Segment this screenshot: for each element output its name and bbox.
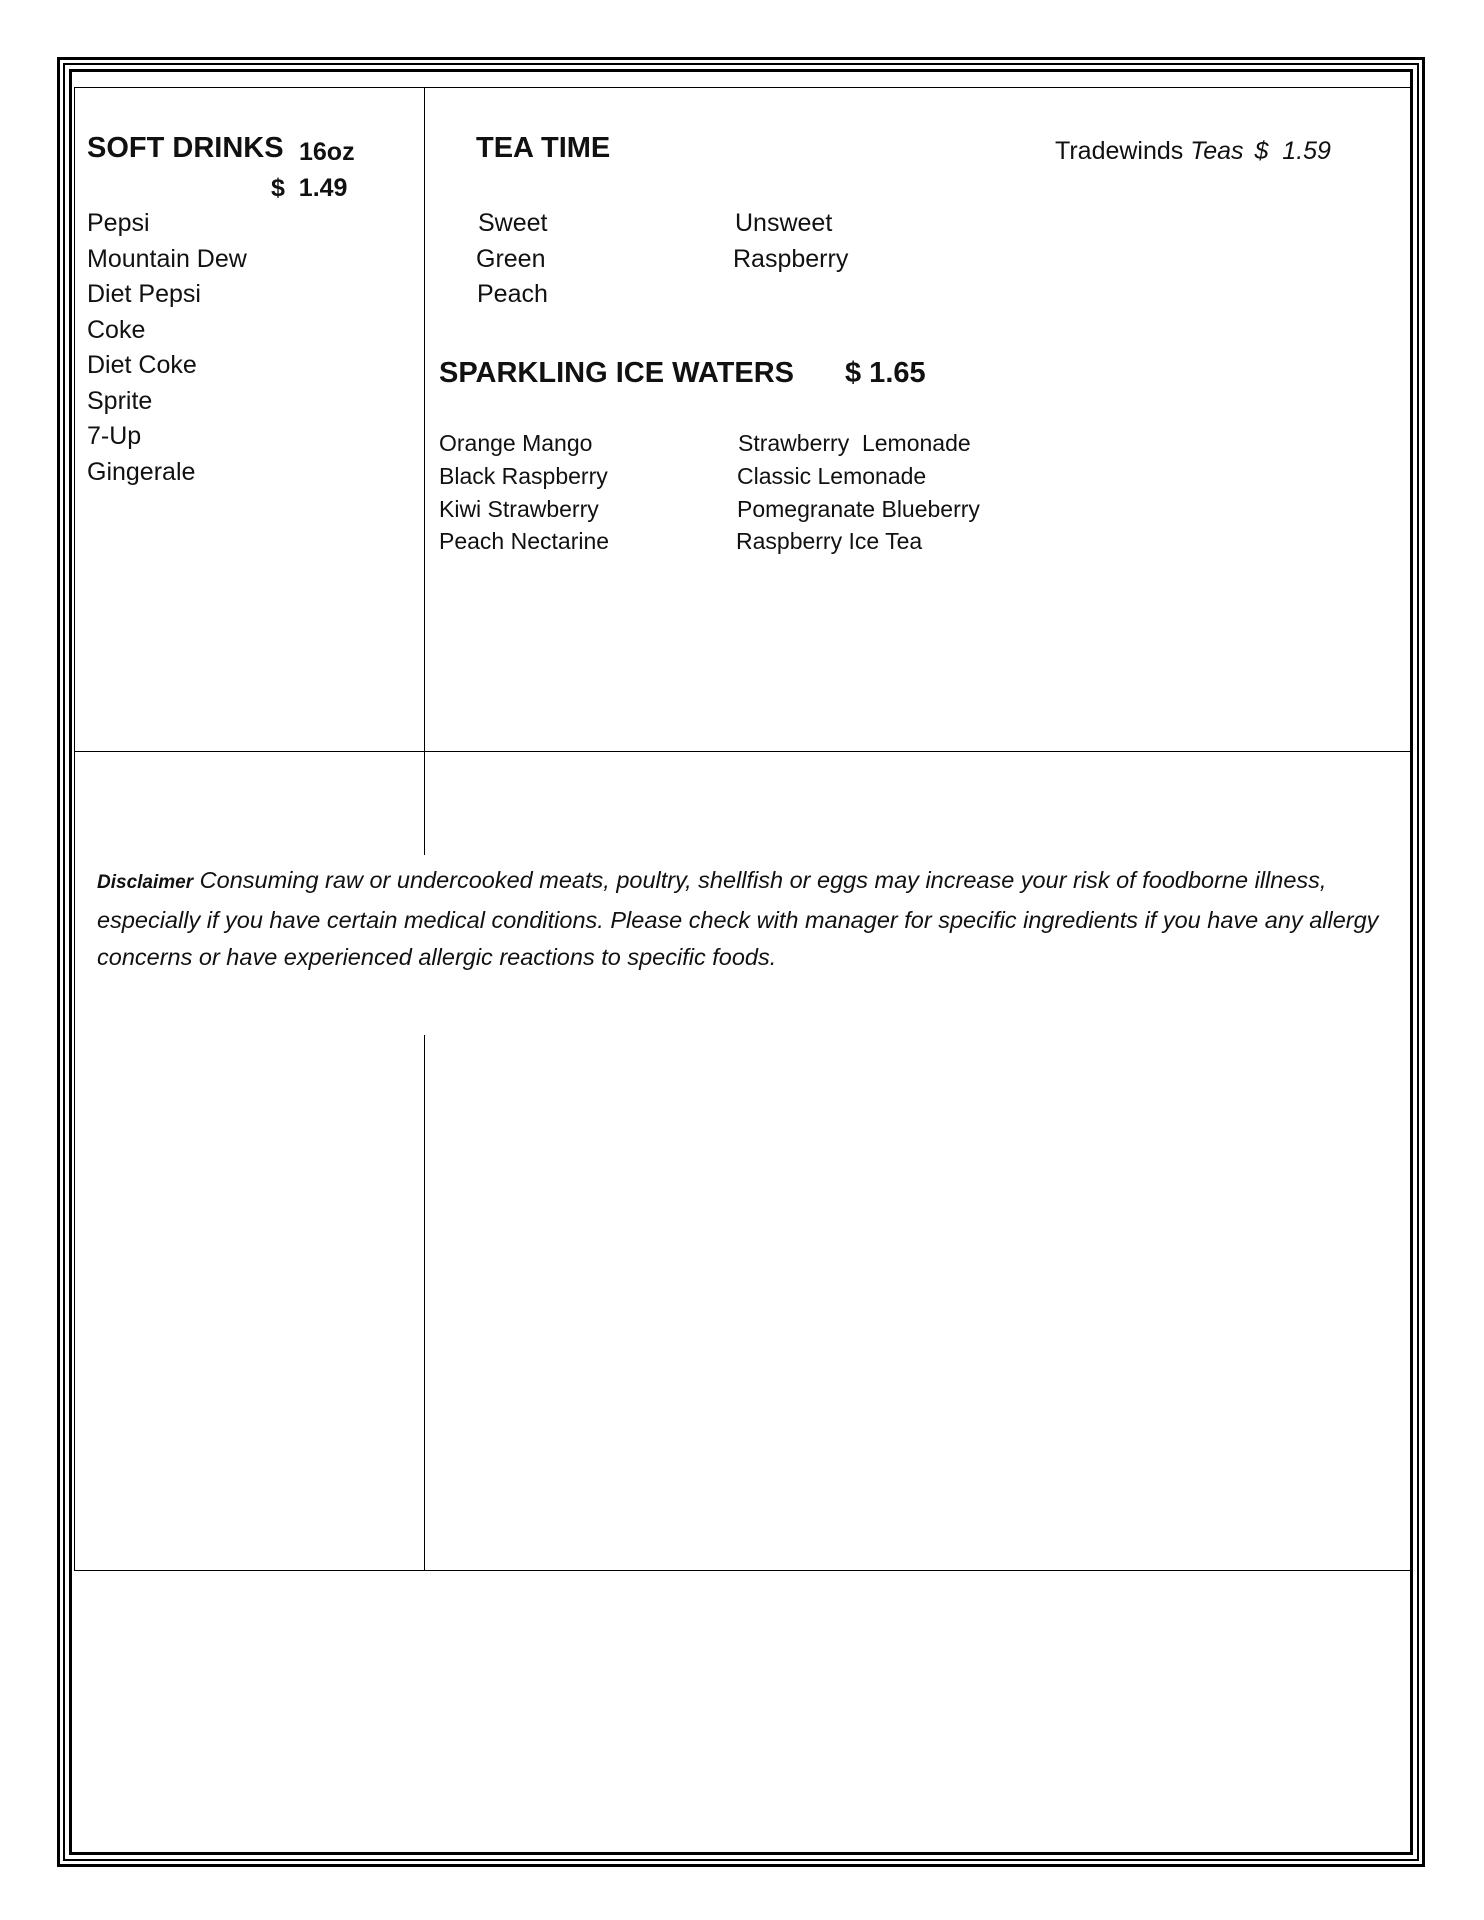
tea-price-line (1055, 137, 1331, 166)
soft-drinks-size: 16oz (299, 138, 355, 166)
sparkling-item: Raspberry Ice Tea (736, 528, 923, 554)
soft-drink-item: Sprite (87, 387, 153, 415)
soft-drink-item: Diet Coke (87, 351, 197, 379)
tea-item: Raspberry (733, 245, 849, 273)
disclaimer-block (97, 862, 1397, 977)
soft-drink-item: 7-Up (87, 422, 142, 450)
soft-drink-item: Coke (87, 316, 146, 344)
grid-line-left (74, 87, 75, 1570)
sparkling-item: Peach Nectarine (439, 528, 610, 554)
soft-drink-item: Gingerale (87, 458, 196, 486)
sparkling-item: Pomegranate Blueberry (737, 496, 980, 522)
tea-price: $ 1.59 (1254, 137, 1331, 165)
tea-item: Unsweet (735, 209, 833, 237)
disclaimer-label: Disclaimer (97, 872, 194, 893)
sparkling-item: Orange Mango (439, 430, 593, 456)
tea-brand: Tradewinds (1055, 137, 1184, 165)
column-divider-upper (424, 87, 425, 855)
soft-drink-item: Pepsi (87, 209, 150, 237)
sparkling-item: Strawberry Lemonade (738, 430, 971, 456)
soft-drinks-price: $ 1.49 (271, 174, 348, 202)
grid-line-bottom (74, 1570, 1411, 1571)
tea-item: Sweet (478, 209, 548, 237)
column-divider-lower (424, 1035, 425, 1570)
sparkling-item: Kiwi Strawberry (439, 496, 599, 522)
sparkling-item: Black Raspberry (439, 463, 608, 489)
grid-line-top (74, 87, 1411, 88)
tea-item: Peach (477, 280, 548, 308)
tea-time-title: TEA TIME (476, 132, 611, 164)
soft-drinks-title: SOFT DRINKS (87, 132, 284, 164)
grid-line-right (1411, 87, 1412, 1570)
disclaimer-text: Consuming raw or undercooked meats, poultry, shellfish or eggs may increase your risk of foodborne illness, especially if you have certain medical conditions. Please check with manager for specific ingredients if you have any allergy concerns or have experienced allergic reactions to specific foods. (97, 867, 1379, 970)
sparkling-item: Classic Lemonade (737, 463, 927, 489)
tea-item: Green (476, 245, 546, 273)
tea-brand-suffix: Teas (1190, 137, 1244, 165)
soft-drink-item: Mountain Dew (87, 245, 247, 273)
grid-line-middle (74, 751, 1411, 752)
sparkling-price: $ 1.65 (845, 357, 926, 389)
sparkling-title: SPARKLING ICE WATERS (439, 357, 794, 389)
soft-drink-item: Diet Pepsi (87, 280, 201, 308)
